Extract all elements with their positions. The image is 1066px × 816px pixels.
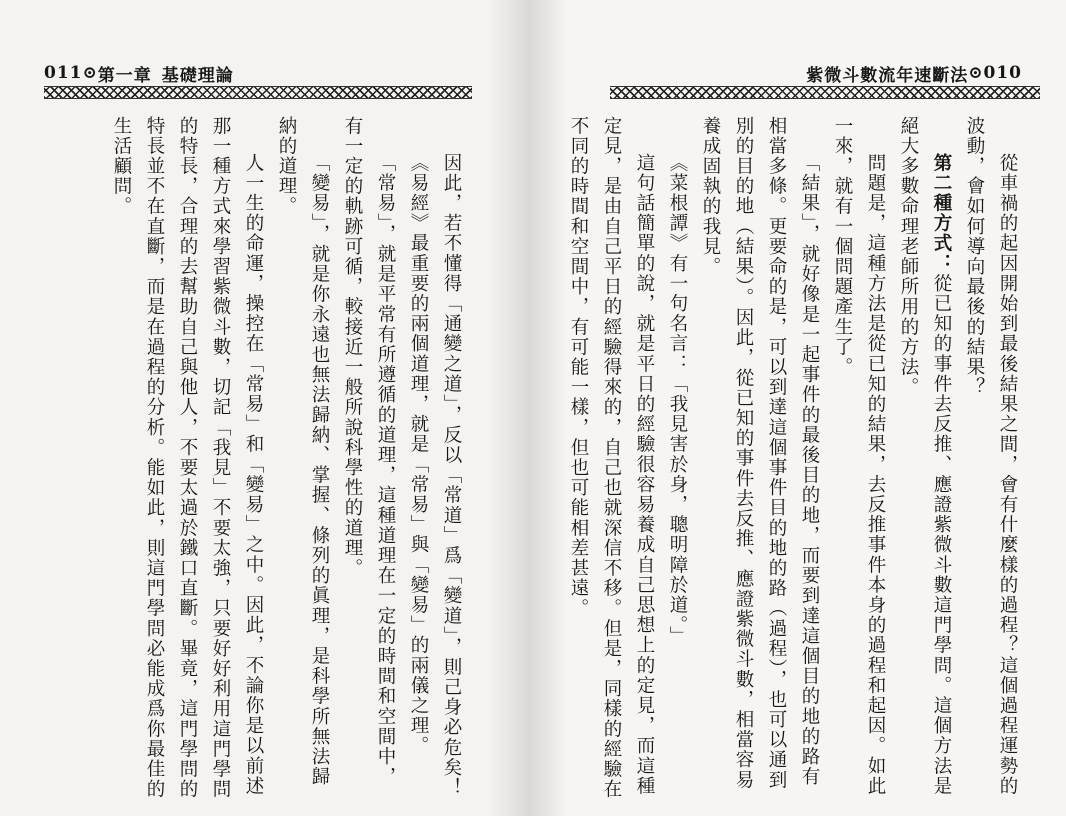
paragraph: 《易經》最重要的兩個道理，就是「常易」與「變易」的兩儀之理。 <box>408 153 429 756</box>
right-page <box>528 0 1066 816</box>
paragraph: 問題是，這種方法是從已知的結果，去反推事件本身的過程和起因。如此一來，就有一個問題產生了。 <box>832 116 886 797</box>
left-page <box>0 0 528 816</box>
right-page-number: 010 <box>983 63 1022 83</box>
paragraph: 從車禍的起因開始到最後結果之間，會有什麼樣的過程？這個過程運勢的波動，會如何導向最後的結果？ <box>964 116 1018 797</box>
chapter-label: 第一章 <box>97 65 152 86</box>
right-body-text <box>562 116 1024 806</box>
left-body-text <box>105 116 468 806</box>
paragraph: 《菜根譚》有一句名言：「我見害於身，聰明障於道。」 <box>667 153 688 647</box>
method-heading: 第二種方式： <box>931 153 952 274</box>
left-page-number: 011 <box>44 63 83 83</box>
paragraph: 人一生的命運，操控在「常易」和「變易」之中。因此，不論你是以前述那一種方式來學習紫微斗數，切記「我見」不要太強，只要好好利用這門學問的特長，合理的去幫助自己與他人，不要太過於鐵口直斷。畢竟，這門學問的特長並不在直斷，而是在過程的分析。能如此，則這門學問必能成爲你最佳的生活顧問。 <box>111 116 264 800</box>
page-number-ornament-icon: ⊙ <box>968 63 984 83</box>
decorative-border <box>610 86 1040 99</box>
paragraph: 「變易」，就是你永遠也無法歸納、掌握、條列的眞理，是科學所無法歸納的道理。 <box>276 116 330 787</box>
right-running-header <box>806 62 1022 84</box>
left-running-header <box>44 62 234 84</box>
paragraph: 第二種方式：從已知的事件去反推、應證紫微斗數這門學問。這個方法是絕大多數命理老師所用的方法。 <box>898 116 952 797</box>
paragraph: 這句話簡單的說，就是平日的經驗很容易養成自己思想上的定見，而這種定見，是由自己平日的經驗得來的，自己也就深信不移。但是，同樣的經驗在不同的時間和空間中，有可能一樣，但也可能相差甚遠。 <box>568 116 655 800</box>
paragraph: 因此，若不懂得「通變之道」，反以「常道」爲「變道」，則己身必危矣！ <box>441 153 462 798</box>
decorative-border <box>44 86 472 99</box>
book-title: 紫微斗數流年速斷法 <box>806 65 969 86</box>
paragraph: 「結果」，就好像是一起事件的最後目的地，而要到達這個目的地的路有相當多條。更要命的是，可以到達這個事件目的地的路（過程），也可以通到別的目的地（結果）。因此，從已知的事件去反推、應證紫微斗數，相當容易養成固執的我見。 <box>700 116 820 791</box>
page-number-ornament-icon: ⊙ <box>82 63 98 83</box>
chapter-title: 基礎理論 <box>161 65 234 86</box>
gutter-shadow <box>488 0 528 816</box>
paragraph: 「常易」，就是平常有所遵循的道理，這種道理在一定的時間和空間中，有一定的軌跡可循，較接近一般所說科學性的道理。 <box>342 116 396 787</box>
